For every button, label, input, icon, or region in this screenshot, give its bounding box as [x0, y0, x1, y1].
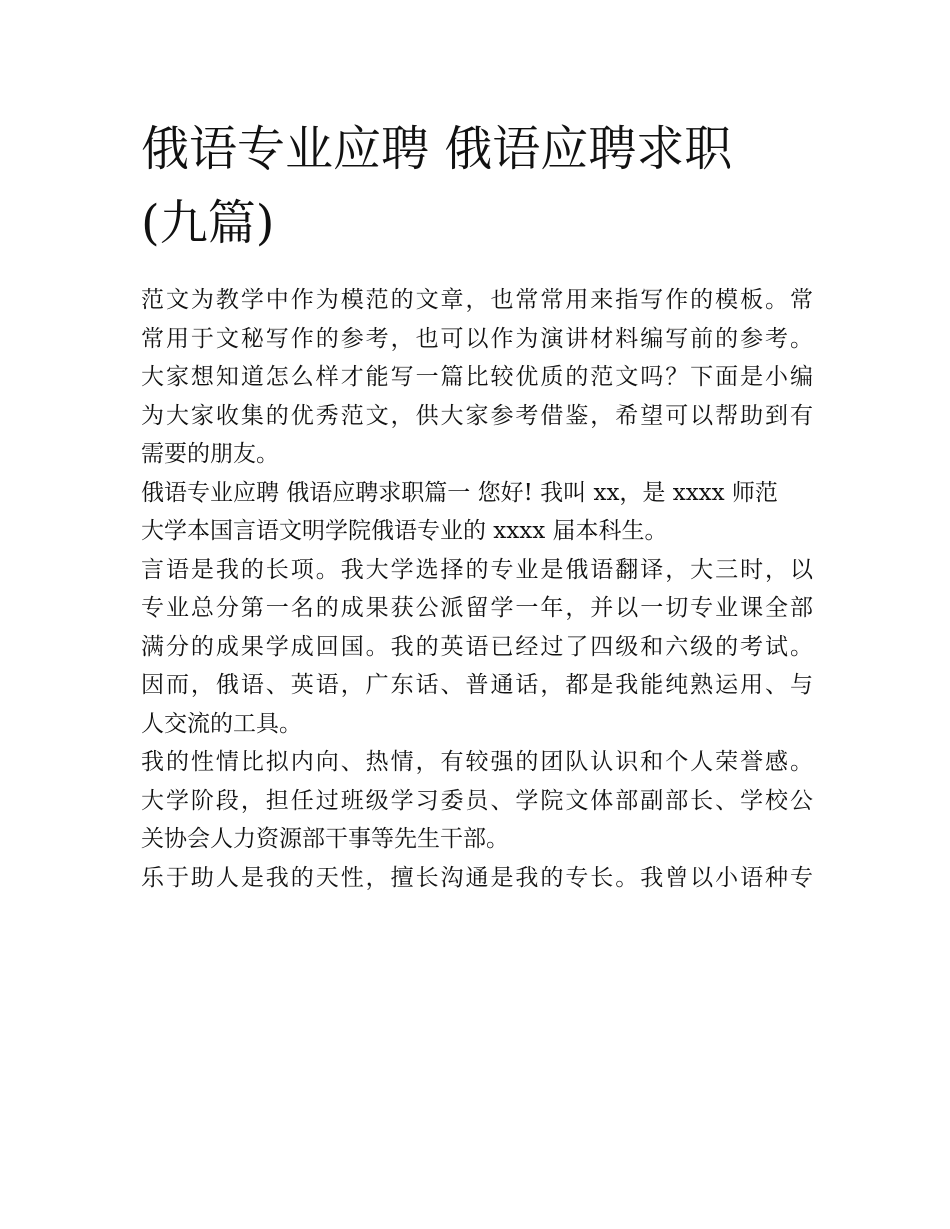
text-line: 为大家收集的优秀范文，供大家参考借鉴，希望可以帮助到有 [141, 402, 813, 429]
text-line: 我的性情比拟内向、热情，有较强的团队认识和个人荣誉感。 [141, 749, 813, 775]
title-line: 俄语专业应聘 俄语应聘求职 [141, 121, 733, 177]
text-line: 需要的朋友。 [141, 441, 279, 467]
text-line: 言语是我的长项。我大学选择的专业是俄语翻译，大三时，以 [141, 556, 813, 583]
text-line: 大学阶段，担任过班级学习委员、学院文体部副部长、学校公 [141, 787, 813, 814]
title-line: (九篇) [141, 195, 275, 251]
text-line: 关协会人力资源部干事等先生干部。 [141, 826, 509, 852]
paragraph-language-skills [141, 551, 813, 744]
text-line: 常用于文秘写作的参考，也可以作为演讲材料编写前的参考。 [141, 325, 813, 352]
paragraph-greeting [141, 474, 813, 551]
text-line: 乐于助人是我的天性，擅长沟通是我的专长。我曾以小语种专 [141, 864, 813, 891]
text-line: 专业总分第一名的成果获公派留学一年，并以一切专业课全部 [141, 595, 813, 621]
text-line: 满分的成果学成回国。我的英语已经过了四级和六级的考试。 [141, 633, 813, 660]
page-title [141, 112, 821, 260]
text-line: 范文为教学中作为模范的文章，也常常用来指写作的模板。常 [141, 287, 813, 313]
text-line: 俄语专业应聘 俄语应聘求职篇一 您好! 我叫 xx，是 xxxx 师范 [141, 479, 778, 506]
text-line: 大学本国言语文明学院俄语专业的 xxxx 届本科生。 [141, 518, 668, 544]
document-body [141, 281, 813, 897]
paragraph-personality [141, 743, 813, 859]
text-line: 大家想知道怎么样才能写一篇比较优质的范文吗？下面是小编 [141, 364, 813, 390]
text-line: 因而，俄语、英语，广东话、普通话，都是我能纯熟运用、与 [141, 672, 813, 698]
paragraph-intro [141, 281, 813, 474]
text-line: 人交流的工具。 [141, 710, 302, 737]
paragraph-helpful [141, 859, 813, 898]
